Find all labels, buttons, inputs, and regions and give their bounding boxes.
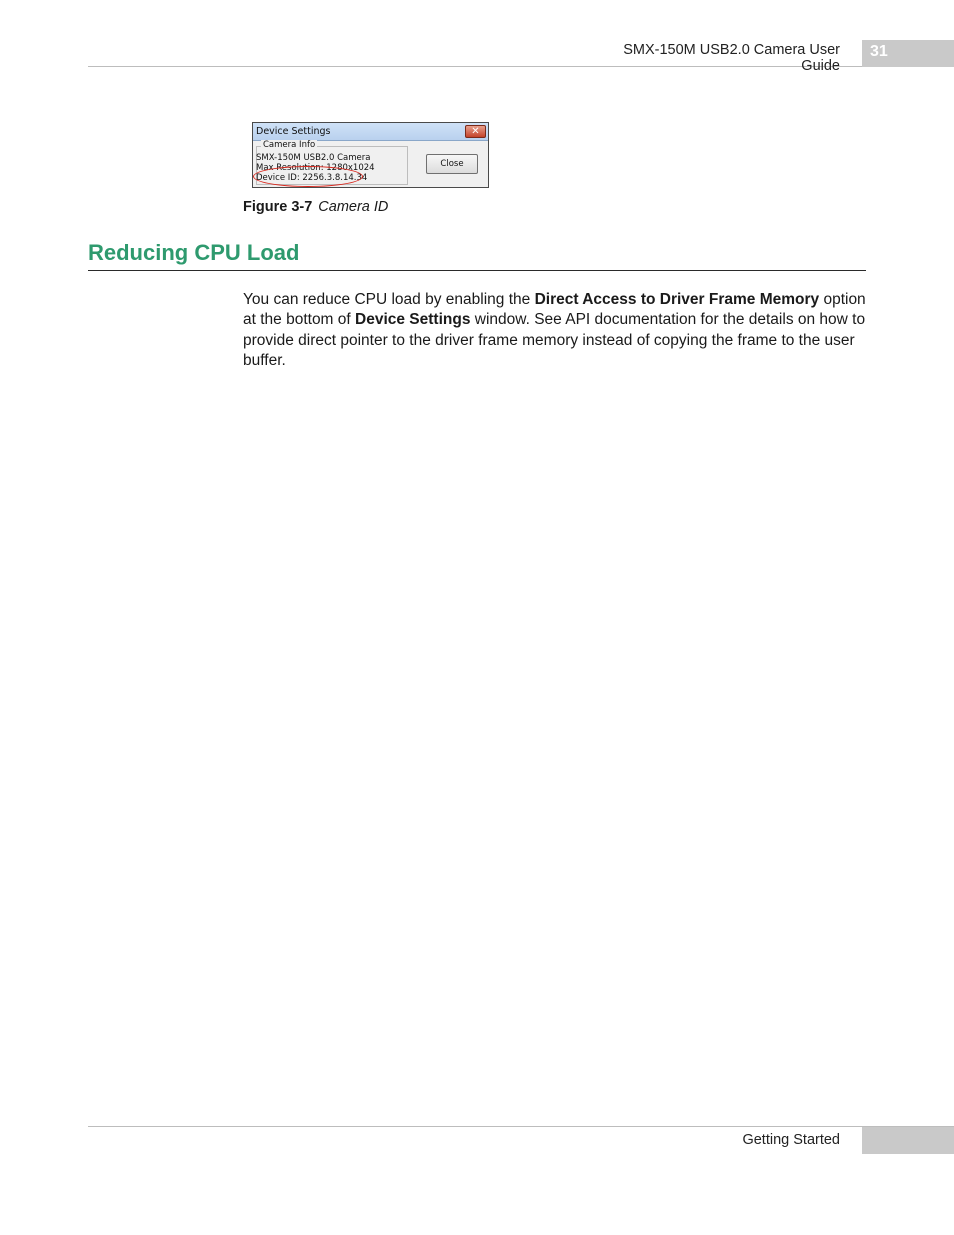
device-id-highlight	[253, 166, 363, 187]
close-icon[interactable]: ✕	[465, 125, 486, 138]
body-paragraph	[243, 290, 868, 372]
header-title: SMX-150M USB2.0 Camera User Guide	[623, 42, 840, 74]
device-settings-term: Device Settings	[355, 311, 471, 329]
direct-access-term: Direct Access to Driver Frame Memory	[534, 291, 820, 308]
figure-number: Figure 3-7	[243, 199, 313, 215]
footer-text: Getting Started	[742, 1132, 840, 1148]
page-number: 31	[870, 43, 888, 60]
figure-title: Camera ID	[318, 199, 389, 215]
dialog-title: Device Settings	[256, 126, 331, 137]
footer-rule	[88, 1126, 954, 1127]
device-settings-dialog	[252, 122, 489, 188]
paragraph-text: You can reduce CPU load by enabling the	[243, 291, 535, 308]
device-id-line: Device ID: 2256.3.8.14.34	[256, 173, 368, 183]
figure-caption	[243, 199, 388, 215]
camera-model-line: SMX-150M USB2.0 Camera	[256, 153, 371, 163]
max-resolution-line: Max Resolution: 1280x1024	[256, 163, 375, 173]
footer-tab	[862, 1127, 954, 1154]
paragraph-text: window. See API documentation for the details on how to provide direct pointer to the driver frame memory instead of copying the frame to the user buffer.	[243, 311, 866, 370]
paragraph-text: option at the bottom of	[243, 291, 866, 329]
dialog-titlebar	[253, 123, 488, 141]
camera-info-label: Camera Info	[263, 140, 316, 150]
section-heading: Reducing CPU Load	[88, 240, 300, 265]
section-rule	[88, 270, 866, 271]
close-button[interactable]: Close	[426, 154, 478, 174]
